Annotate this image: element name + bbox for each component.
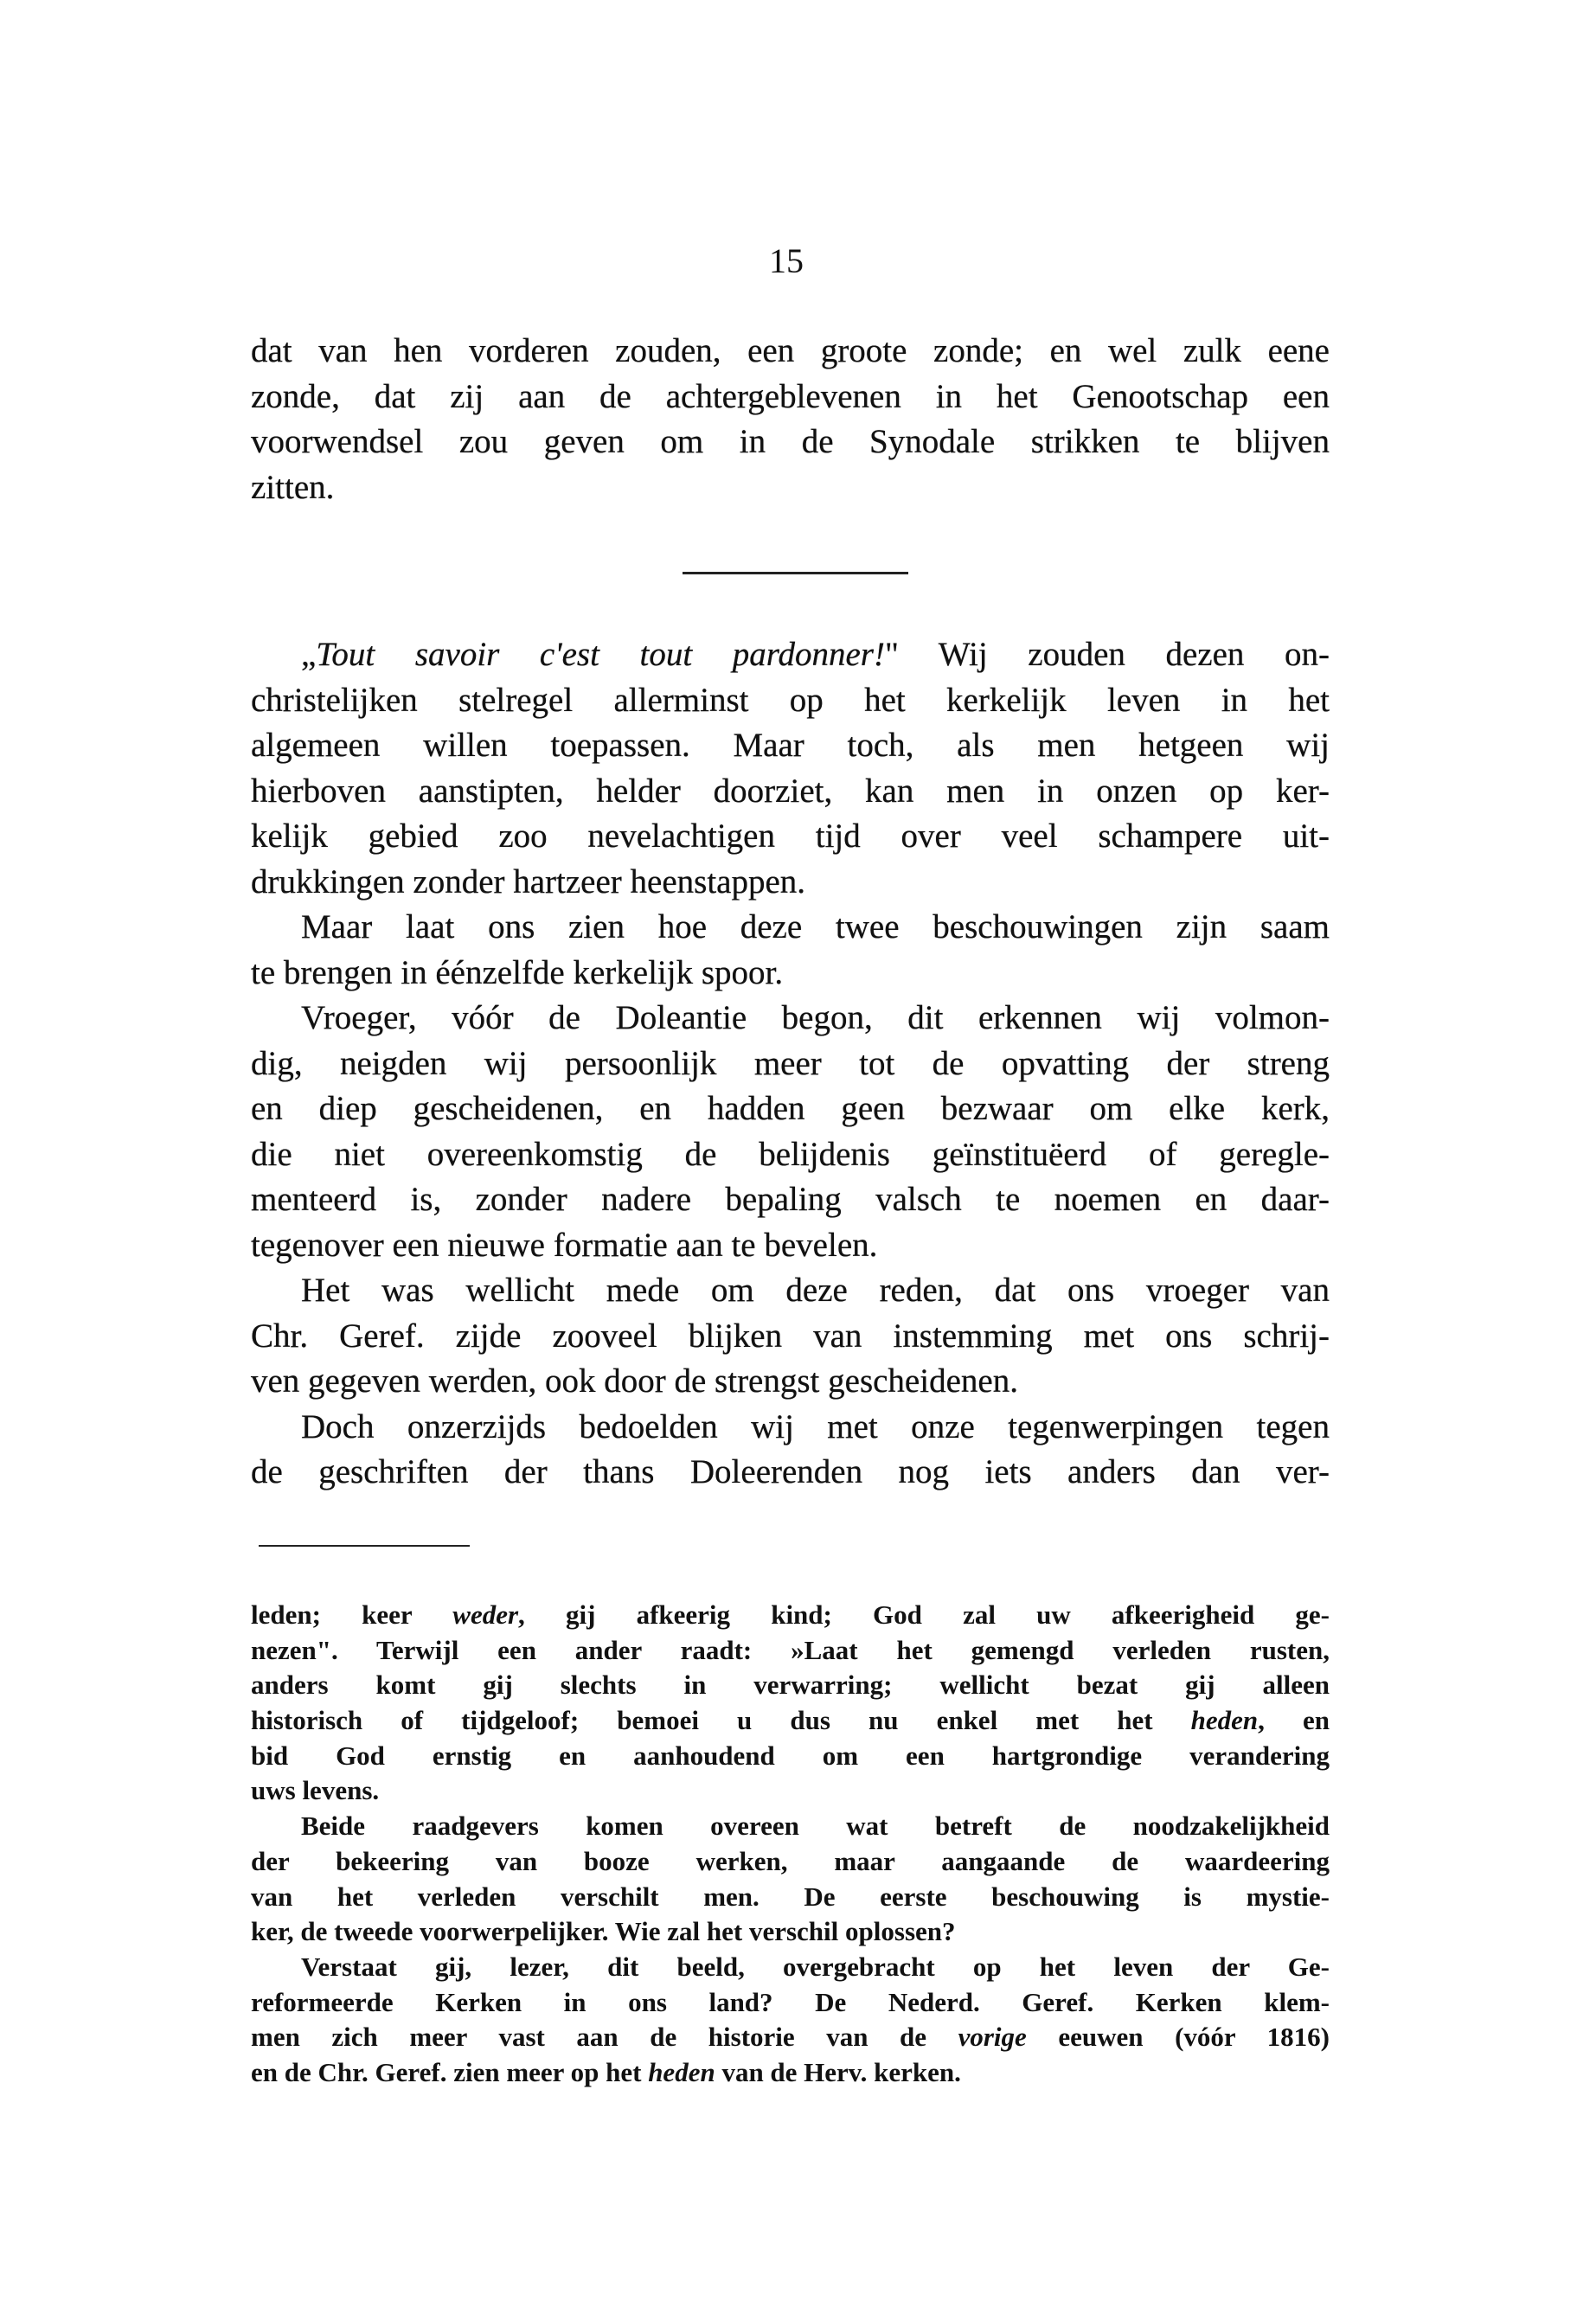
paragraph <box>251 996 1330 1268</box>
body-text-main <box>251 632 1330 1496</box>
text-line <box>251 632 1330 678</box>
text-segment: zitten. <box>251 468 335 506</box>
text-line <box>251 723 1330 769</box>
page-number: 15 <box>769 241 804 280</box>
footnote-text <box>251 1598 1330 2091</box>
paragraph <box>251 329 1330 510</box>
text-line <box>251 1132 1330 1178</box>
text-segment: der bekeering van booze werken, maar aangaande de waardeering <box>251 1845 1330 1876</box>
text-line <box>251 814 1330 860</box>
text-line <box>251 1950 1330 1985</box>
text-segment: bid God ernstig en aanhoudend om een hartgrondige verandering <box>251 1740 1330 1771</box>
text-line <box>251 465 1330 511</box>
text-line <box>251 860 1330 906</box>
text-line <box>251 1223 1330 1269</box>
text-segment: ker, de tweede voorwerpelijker. Wie zal het verschil oplossen? <box>251 1916 956 1947</box>
paragraph <box>251 1950 1330 2091</box>
paragraph <box>251 1809 1330 1950</box>
footnote-divider <box>259 1545 470 1547</box>
text-segment: Chr. Geref. zijde zooveel blijken van instemming met ons schrij- <box>251 1317 1330 1355</box>
text-line <box>251 1914 1330 1950</box>
text-line <box>251 1668 1330 1703</box>
text-segment: " Wij zouden dezen on- <box>884 636 1330 673</box>
text-line <box>251 996 1330 1042</box>
text-segment: hierboven aanstipten, helder doorziet, kan men in onzen op ker- <box>251 772 1330 810</box>
text-line <box>251 1405 1330 1451</box>
paragraph <box>251 632 1330 905</box>
italic-text: heden <box>648 2056 715 2087</box>
text-line <box>251 2020 1330 2055</box>
text-line <box>251 2055 1330 2091</box>
text-segment: ven gegeven werden, ook door de strengst gescheidenen. <box>251 1362 1018 1400</box>
text-segment: men zich meer vast aan de historie van de <box>251 2022 958 2053</box>
text-line <box>251 905 1330 951</box>
section-divider <box>683 572 908 574</box>
italic-text: heden <box>1190 1705 1259 1736</box>
text-line <box>251 1268 1330 1314</box>
text-segment: voorwendsel zou geven om in de Synodale strikken te blijven <box>251 423 1330 460</box>
text-line <box>251 678 1330 724</box>
text-segment: tegenover een nieuwe formatie aan te bevelen. <box>251 1226 878 1264</box>
text-segment: zonde, dat zij aan de achtergeblevenen in het Genootschap een <box>251 377 1330 415</box>
text-segment: Verstaat gij, lezer, dit beeld, overgebracht op het leven der Ge- <box>301 1951 1330 1982</box>
text-segment: anders komt gij slechts in verwarring; wellicht bezat gij alleen <box>251 1670 1330 1701</box>
text-segment: van de Herv. kerken. <box>715 2056 961 2087</box>
text-line <box>251 1314 1330 1360</box>
text-segment: en de Chr. Geref. zien meer op het <box>251 2056 649 2087</box>
text-segment: dig, neigden wij persoonlijk meer tot de opvatting der streng <box>251 1044 1330 1082</box>
text-segment: Het was wellicht mede om deze reden, dat ons vroeger van <box>301 1272 1330 1309</box>
text-segment: nezen". Terwijl een ander raadt: »Laat het gemengd verleden rusten, <box>251 1634 1330 1665</box>
text-segment: en diep gescheidenen, en hadden geen bezwaar om elke kerk, <box>251 1090 1330 1127</box>
text-segment: te brengen in éénzelfde kerkelijk spoor. <box>251 953 784 991</box>
paragraph <box>251 1405 1330 1496</box>
text-line <box>251 1086 1330 1132</box>
text-line <box>251 1703 1330 1739</box>
text-line <box>251 420 1330 465</box>
text-segment: menteerd is, zonder nadere bepaling valsch te noemen en daar- <box>251 1181 1330 1218</box>
text-segment: drukkingen zonder hartzeer heenstappen. <box>251 862 806 901</box>
text-line <box>251 1809 1330 1844</box>
text-segment: dat van hen vorderen zouden, een groote zonde; en wel zulk eene <box>251 332 1330 369</box>
text-line <box>251 1633 1330 1669</box>
paragraph <box>251 1598 1330 1809</box>
text-line <box>251 1450 1330 1496</box>
paragraph <box>251 905 1330 996</box>
text-segment: , gij afkeerig kind; God zal uw afkeerigheid ge- <box>518 1599 1330 1630</box>
text-segment: uws levens. <box>251 1775 380 1806</box>
text-line <box>251 329 1330 375</box>
text-segment: reformeerde Kerken in ons land? De Nederd. Geref. Kerken klem- <box>251 1986 1330 2017</box>
text-segment: leden; keer <box>251 1599 453 1630</box>
italic-text: vorige <box>958 2022 1027 2053</box>
text-segment: van het verleden verschilt men. De eerste beschouwing is mystie- <box>251 1881 1330 1912</box>
text-segment: „ <box>301 636 317 673</box>
italic-text: Tout savoir c'est tout pardonner! <box>316 636 885 673</box>
text-line <box>251 1042 1330 1087</box>
text-segment: de geschriften der thans Doleerenden nog iets anders dan ver- <box>251 1453 1330 1490</box>
text-line <box>251 1598 1330 1633</box>
text-segment: kelijk gebied zoo nevelachtigen tijd over veel schampere uit- <box>251 817 1330 855</box>
text-line <box>251 769 1330 815</box>
text-segment: , en <box>1258 1705 1330 1736</box>
text-segment: christelijken stelregel allerminst op het kerkelijk leven in het <box>251 681 1330 719</box>
paragraph <box>251 1268 1330 1405</box>
text-line <box>251 1844 1330 1880</box>
text-segment: Vroeger, vóór de Doleantie begon, dit erkennen wij volmon- <box>301 999 1330 1036</box>
text-line <box>251 1985 1330 2021</box>
italic-text: weder <box>452 1599 519 1630</box>
text-segment: algemeen willen toepassen. Maar toch, als men hetgeen wij <box>251 727 1330 764</box>
text-line <box>251 951 1330 997</box>
text-segment: eeuwen (vóór 1816) <box>1026 2022 1330 2053</box>
text-line <box>251 1739 1330 1774</box>
text-line <box>251 1773 1330 1809</box>
text-line <box>251 375 1330 420</box>
body-text-top <box>251 329 1330 510</box>
text-segment: Doch onzerzijds bedoelden wij met onze tegenwerpingen tegen <box>301 1407 1330 1445</box>
text-segment: die niet overeenkomstig de belijdenis geïnstituëerd of geregle- <box>251 1135 1330 1173</box>
text-segment: historisch of tijdgeloof; bemoei u dus nu enkel met het <box>251 1705 1191 1736</box>
text-segment: Beide raadgevers komen overeen wat betreft de noodzakelijkheid <box>301 1811 1330 1842</box>
text-line <box>251 1177 1330 1223</box>
text-line <box>251 1359 1330 1405</box>
text-segment: Maar laat ons zien hoe deze twee beschouwingen zijn saam <box>301 908 1330 945</box>
text-line <box>251 1880 1330 1915</box>
